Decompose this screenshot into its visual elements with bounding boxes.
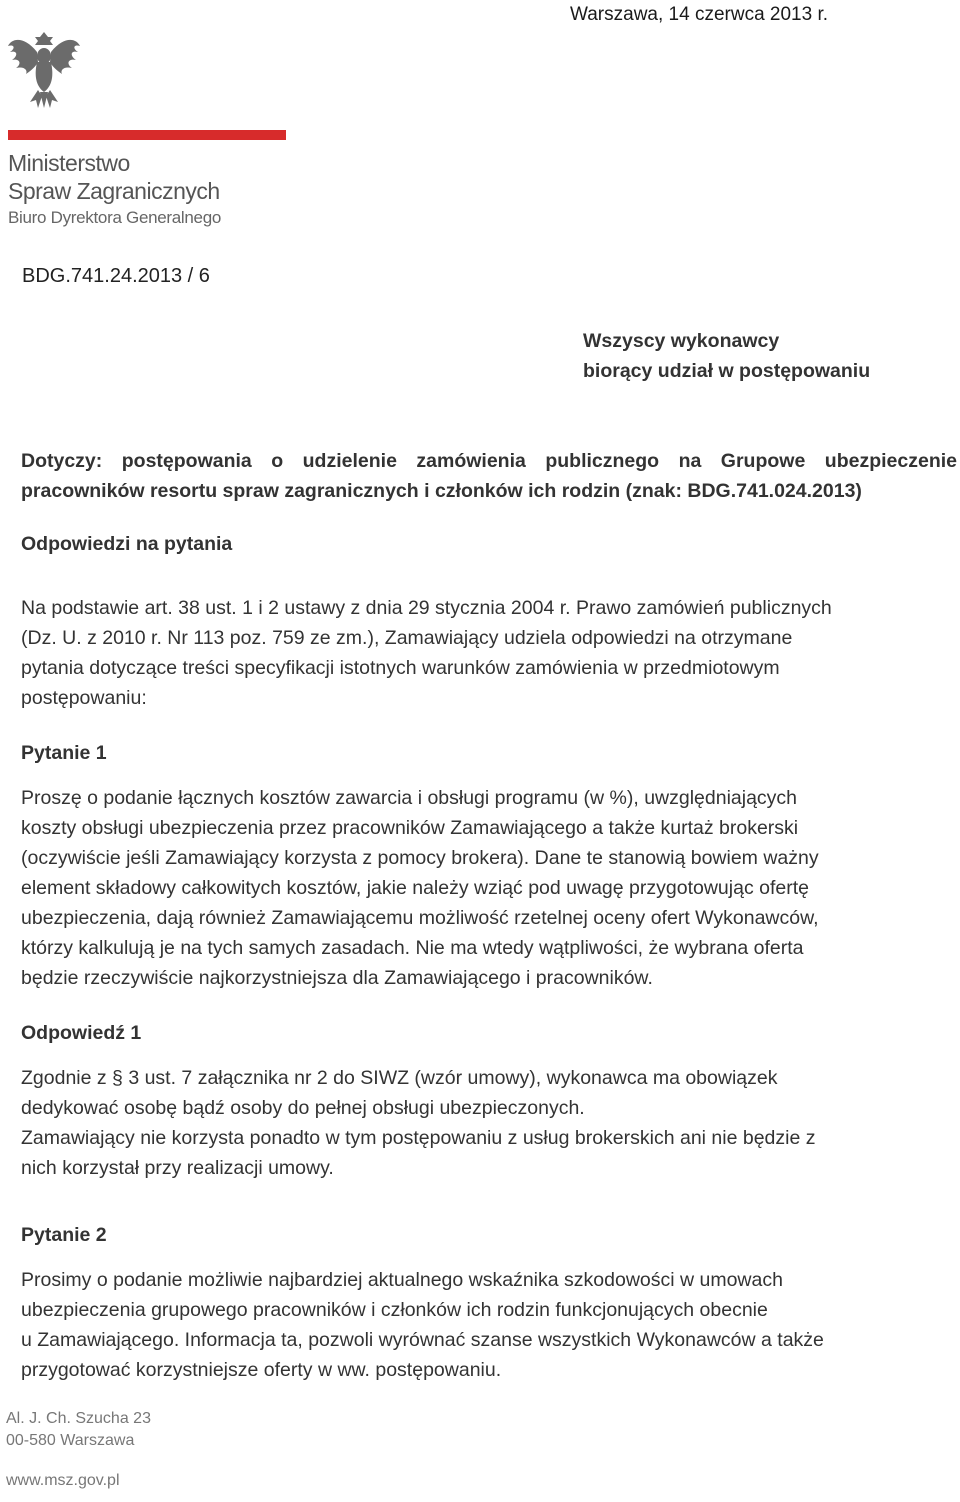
question-1-line: koszty obsługi ubezpieczenia przez pracowników Zamawiającego a także kurtaż brokerski — [21, 817, 799, 839]
question-1-line: (oczywiście jeśli Zamawiający korzysta z pomocy brokera). Dane te stanowią bowiem ważny — [21, 847, 819, 869]
intro-line: (Dz. U. z 2010 r. Nr 113 poz. 759 ze zm.), Zamawiający udziela odpowiedzi na otrzymane — [21, 627, 793, 649]
ministry-logo — [4, 26, 294, 236]
question-2-title: Pytanie 2 — [21, 1224, 107, 1246]
answer-1-line: Zamawiający nie korzysta ponadto w tym postępowaniu z usług brokerskich ani nie będzie z — [21, 1127, 816, 1149]
answer-1-line: nich korzystał przy realizacji umowy. — [21, 1157, 334, 1179]
letter-date: Warszawa, 14 czerwca 2013 r. — [570, 4, 829, 25]
answer-1-line: Zgodnie z § 3 ust. 7 załącznika nr 2 do SIWZ (wzór umowy), wykonawca ma obowiązek — [21, 1067, 778, 1089]
question-1-line: element składowy całkowitych kosztów, jakie należy wziąć pod uwagę przygotowując ofertę — [21, 877, 809, 899]
question-1-line: którzy kalkulują je na tych samych zasadach. Nie ma wtedy wątpliwości, że wybrana oferta — [21, 937, 804, 959]
recipient — [583, 326, 870, 386]
question-2-line: ubezpieczenia grupowego pracowników i członków ich rodzin funkcjonujących obecnie — [21, 1299, 768, 1321]
question-2-line: u Zamawiającego. Informacja ta, pozwoli wyrównać szanse wszystkich Wykonawców a także — [21, 1329, 824, 1351]
intro-line: pytania dotyczące treści specyfikacji istotnych warunków zamówienia w przedmiotowym — [21, 657, 780, 679]
answer-1-line: dedykować osobę bądź osoby do pełnej obsługi ubezpieczonych. — [21, 1097, 585, 1119]
question-1-text — [21, 783, 957, 993]
question-1-line: Proszę o podanie łącznych kosztów zawarcia i obsługi programu (w %), uwzględniających — [21, 787, 798, 809]
answer-1-title: Odpowiedź 1 — [21, 1022, 142, 1044]
eagle-emblem-icon — [4, 26, 84, 112]
answer-1-text — [21, 1063, 957, 1183]
question-1-line: ubezpieczenia, dają również Zamawiającemu możliwość rzetelnej oceny ofert Wykonawców, — [21, 907, 819, 929]
question-2-text — [21, 1265, 957, 1385]
question-2-line: Prosimy o podanie możliwie najbardziej aktualnego wskaźnika szkodowości w umowach — [21, 1269, 783, 1291]
recipient-line-2: biorący udział w postępowaniu — [583, 360, 871, 382]
recipient-line-1: Wszyscy wykonawcy — [583, 330, 780, 352]
footer-website-link[interactable]: www.msz.gov.pl — [6, 1472, 120, 1489]
question-1-line: będzie rzeczywiście najkorzystniejsza dla Zamawiającego i pracowników. — [21, 967, 653, 989]
footer-address-line-1: Al. J. Ch. Szucha 23 — [6, 1410, 151, 1427]
logo-line-2: Spraw Zagranicznych — [8, 178, 220, 204]
question-1-title: Pytanie 1 — [21, 742, 107, 764]
footer-address-line-2: 00-580 Warszawa — [6, 1432, 135, 1449]
logo-line-1: Ministerstwo — [8, 150, 130, 176]
intro-line: Na podstawie art. 38 ust. 1 i 2 ustawy z dnia 29 stycznia 2004 r. Prawo zamówień publicznych — [21, 597, 832, 619]
logo-line-3: Biuro Dyrektora Generalnego — [8, 208, 222, 227]
question-2-line: przygotować korzystniejsze oferty w ww. postępowaniu. — [21, 1359, 502, 1381]
section-title: Odpowiedzi na pytania — [21, 533, 233, 555]
reference-number: BDG.741.24.2013 / 6 — [22, 265, 210, 287]
intro-paragraph — [21, 593, 957, 713]
logo-red-bar — [8, 130, 286, 140]
subject: Dotyczy: postępowania o udzielenie zamówienia publicznego na Grupowe ubezpieczenie pracowników resortu spraw zagranicznych i członków ich rodzin (znak: BDG.741.024.2013) — [21, 450, 957, 502]
intro-line: postępowaniu: — [21, 687, 147, 709]
